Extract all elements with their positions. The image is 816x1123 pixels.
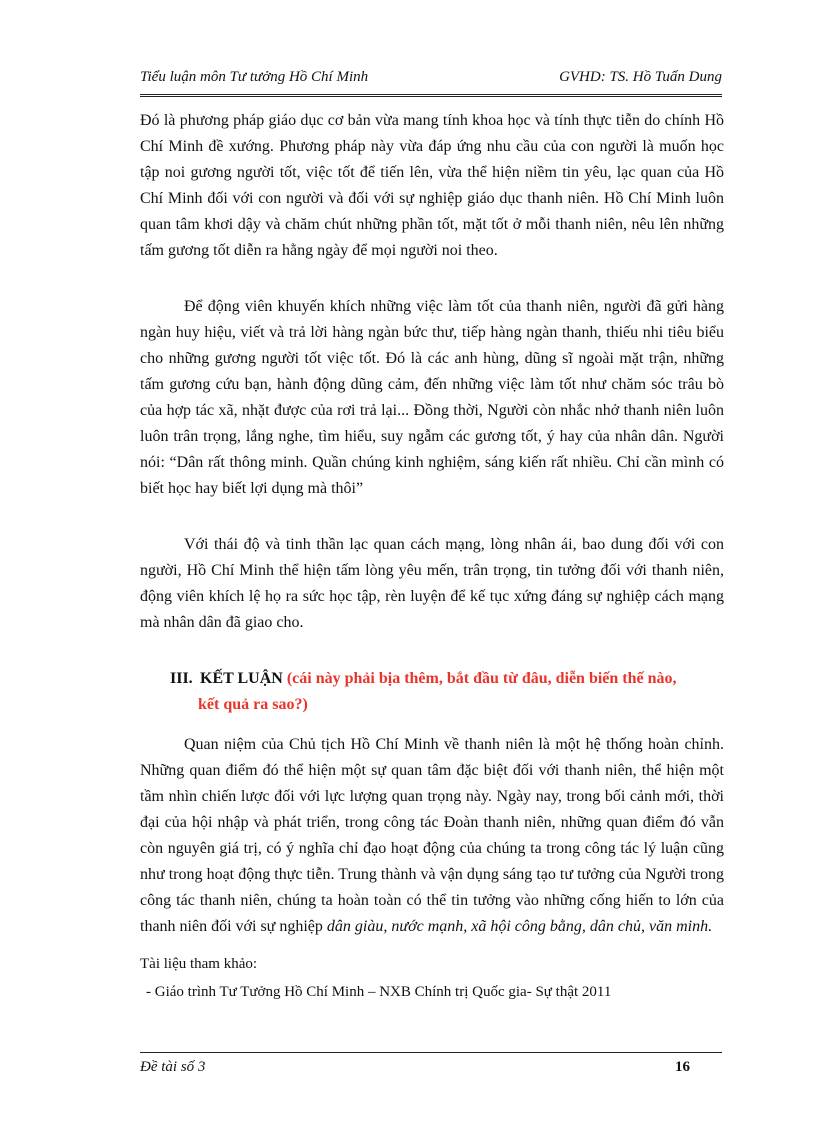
header-instructor: GVHD: TS. Hồ Tuấn Dung bbox=[559, 69, 722, 85]
reference-item: - Giáo trình Tư Tưởng Hồ Chí Minh – NXB Chính trị Quốc gia- Sự thật 2011 bbox=[146, 984, 612, 1000]
section-heading bbox=[170, 666, 724, 718]
paragraph-2: Để động viên khuyến khích những việc làm tốt của thanh niên, người đã gửi hàng ngàn huy hiệu, viết và trả lời hàng ngàn bức thư, tiếp hàng ngàn thanh, thiếu nhi tiêu biểu cho những gương người tốt việc tốt. Đó là các anh hùng, dũng sĩ ngoài mặt trận, những tấm gương cứu bạn, hành động dũng cảm, đến những việc làm tốt như chăm sóc trâu bò của hợp tác xã, nhặt được của rơi trả lại... Đồng thời, Người còn nhắc nhở thanh niên luôn luôn trân trọng, lắng nghe, tìm hiểu, suy ngẫm các gương tốt, ý hay của nhân dân. Người nói: “Dân rất thông minh. Quần chúng kinh nghiệm, sáng kiến rất nhiều. Chỉ cần mình có biết học hay biết lợi dụng mà thôi” bbox=[140, 298, 724, 497]
page-body bbox=[140, 108, 724, 1004]
section-title: KẾT LUẬN bbox=[200, 670, 283, 687]
conclusion-paragraph bbox=[140, 732, 724, 940]
section-note-line1: (cái này phải bịa thêm, bắt đầu từ đâu, diễn biến thế nào, bbox=[286, 670, 677, 687]
footer-topic: Đề tài số 3 bbox=[140, 1059, 206, 1075]
page-number: 16 bbox=[675, 1059, 690, 1075]
conclusion-italic: dân giàu, nước mạnh, xã hội công bằng, dân chủ, văn minh. bbox=[326, 918, 713, 935]
section-number: III. bbox=[170, 670, 193, 687]
paragraph-1: Đó là phương pháp giáo dục cơ bản vừa mang tính khoa học và tính thực tiễn do chính Hồ Chí Minh đề xướng. Phương pháp này vừa đáp ứng nhu cầu của con người là muốn học tập noi gương người tốt, việc tốt để tiến lên, vừa thể hiện niềm tin yêu, lạc quan của Hồ Chí Minh đối với con người và đối với sự nghiệp giáo dục thanh niên. Hồ Chí Minh luôn quan tâm khơi dậy và chăm chút những phần tốt, mặt tốt ở mỗi thanh niên, nêu lên những tấm gương tốt diễn ra hằng ngày để mọi người noi theo. bbox=[140, 112, 724, 259]
paragraph-3: Với thái độ và tinh thần lạc quan cách mạng, lòng nhân ái, bao dung đối với con người, Hồ Chí Minh thể hiện tấm lòng yêu mến, trân trọng, tin tưởng đối với thanh niên, động viên khích lệ họ ra sức học tập, rèn luyện để kế tục xứng đáng sự nghiệp cách mạng mà nhân dân đã giao cho. bbox=[140, 536, 724, 631]
page-header bbox=[140, 64, 722, 97]
page-footer bbox=[140, 1052, 722, 1083]
section-note-line2: kết quả ra sao?) bbox=[198, 696, 308, 713]
references-title: Tài liệu tham khảo: bbox=[140, 956, 258, 972]
conclusion-text: Quan niệm của Chủ tịch Hồ Chí Minh về thanh niên là một hệ thống hoàn chỉnh. Những quan điểm đó thể hiện một sự quan tâm đặc biệt đối với thanh niên, thể hiện một tầm nhìn chiến lược đối với lực lượng quan trọng này. Ngày nay, trong bối cảnh mới, thời đại của hội nhập và phát triển, trong công tác Đoàn thanh niên, những quan điểm đó vẫn còn nguyên giá trị, có ý nghĩa chỉ đạo hoạt động của chúng ta trong công tác lý luận cũng như trong hoạt động thực tiễn. Trung thành và vận dụng sáng tạo tư tưởng của Người trong công tác thanh niên, chúng ta hoàn toàn có thể tin tưởng vào những cống hiến to lớn của thanh niên đối với sự nghiệp bbox=[140, 736, 724, 935]
header-course-title: Tiểu luận môn Tư tưởng Hồ Chí Minh bbox=[140, 69, 369, 85]
